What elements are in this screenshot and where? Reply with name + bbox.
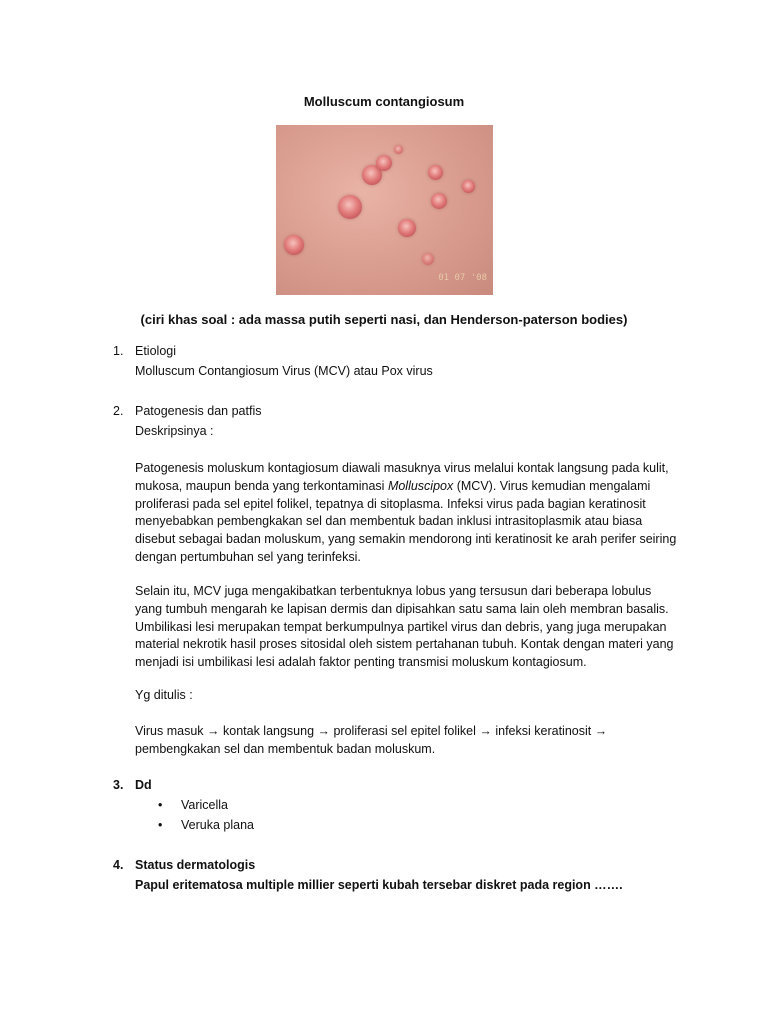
etiologi-body: Molluscum Contangiosum Virus (MCV) atau Pox virus [135,364,433,378]
lesion-dot [376,155,392,171]
bullet-dot: • [158,818,163,832]
written-body: Virus masuk → kontak langsung → proliferasi sel epitel folikel → infeksi keratinosit → pembengkakan sel dan membentuk badan moluskum. [135,724,608,756]
written-label: Yg ditulis : [135,688,193,702]
description-label: Deskripsinya : [135,424,214,438]
section-heading-dd: Dd [135,778,152,792]
paragraph-italic-term: Molluscipox [387,478,454,493]
exam-hint-note: (ciri khas soal : ada massa putih seperti nasi, dan Henderson-paterson bodies) [140,312,628,327]
lesion-dot [422,253,434,265]
section-number: 2. [113,404,124,418]
molluscum-skin-photo [276,125,493,295]
section-number: 1. [113,344,124,358]
lesion-dot [462,180,475,193]
dd-item-veruka-plana: Veruka plana [181,818,254,832]
paragraph-text: Patogenesis moluskum kontagiosum diawali masuknya virus melalui kontak langsung pada kulit, mukosa, maupun benda yang terkontaminasi [135,461,669,493]
lesion-dot [428,165,443,180]
section-heading-status-dermatologis: Status dermatologis [135,858,256,872]
photo-date-stamp: 01 07 '08 [438,273,487,283]
bullet-dot: • [158,798,163,812]
section-heading-etiologi: Etiologi [135,344,176,358]
lesion-dot [338,195,362,219]
lesion-dot [284,235,304,255]
lesion-dot [394,145,403,154]
section-heading-patogenesis: Patogenesis dan patfis [135,404,262,418]
section-number: 3. [113,778,124,792]
document-title: Molluscum contangiosum [303,94,465,109]
patogenesis-paragraph-1 [135,460,680,567]
lesion-dot [431,193,447,209]
paragraph-text: (MCV). Virus kemudian mengalami proliferasi pada sel epitel folikel, tepatnya di sitoplasma. Infeksi virus pada bagian keratinosit menyebabkan pembengkakan sel dan membentuk badan inklusi intrasitoplasmik atau biasa disebut sebagai badan moluskum, yang semakin mendorong inti keratinosit ke arah perifer seiring dengan pertumbuhan sel yang terinfeksi. [135,478,677,564]
dd-item-varicella: Varicella [181,798,229,812]
patogenesis-paragraph-2: Selain itu, MCV juga mengakibatkan terbentuknya lobus yang tersusun dari beberapa lobulus yang tumbuh mengarah ke lapisan dermis dan dipisahkan satu sama lain oleh membran basalis. Umbilikasi lesi merupakan tempat berkumpulnya partikel virus dan debris, yang juga merupakan material nekrotik hasil proses sitosidal oleh sistem pertahanan tubuh. Kontak dengan materi yang menjadi isi umbilikasi lesi adalah faktor penting transmisi moluskum kontagiosum. [135,584,674,670]
section-number: 4. [113,858,124,872]
status-dermatologis-body: Papul eritematosa multiple millier seperti kubah tersebar diskret pada region ……. [135,878,623,892]
lesion-dot [398,219,416,237]
